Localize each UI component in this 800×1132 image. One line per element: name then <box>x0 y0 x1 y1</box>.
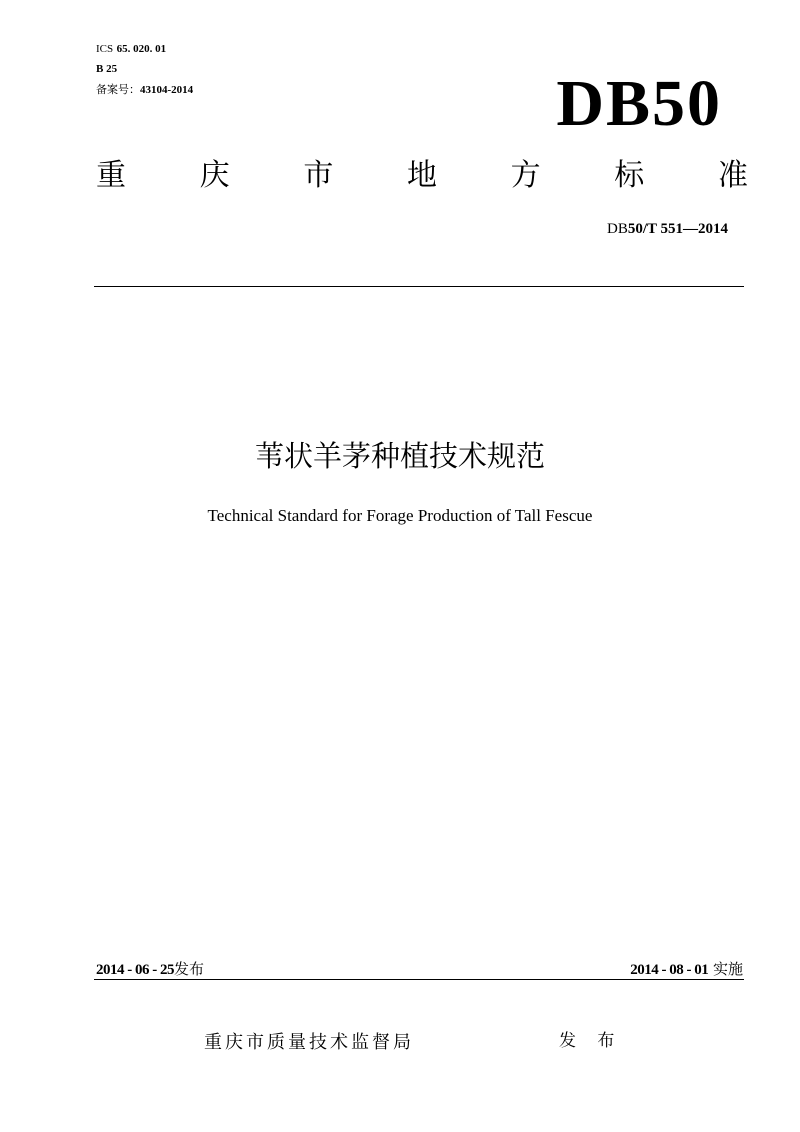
implementation-date: 2014 - 08 - 01 <box>630 962 709 978</box>
standard-type-char: 重 <box>96 158 126 193</box>
publish-label: 发 布 <box>559 1031 623 1051</box>
standard-type-char: 方 <box>510 158 541 193</box>
issue-date: 2014 - 06 - 25 <box>96 962 174 978</box>
implementation-label: 实施 <box>712 960 743 978</box>
standard-type-heading <box>96 156 748 196</box>
implementation-date-line <box>630 958 743 981</box>
ccs-line <box>96 62 117 76</box>
bottom-divider <box>94 979 744 980</box>
record-line <box>96 83 193 97</box>
ics-line <box>96 42 166 56</box>
standard-number <box>607 219 728 239</box>
ics-label: ICS <box>96 43 114 55</box>
ics-value: 65. 020. 01 <box>116 43 167 55</box>
document-title-cn: 苇状羊茅种植技术规范 <box>254 439 545 473</box>
standard-type-char: 市 <box>303 158 334 193</box>
document-title-en: Technical Standard for Forage Production of Tall Fescue <box>207 506 593 525</box>
issue-date-line <box>96 958 204 981</box>
ccs-code: B 25 <box>96 63 118 75</box>
top-divider <box>94 286 744 287</box>
record-value: 43104-2014 <box>140 84 194 96</box>
standard-type-char: 准 <box>717 158 748 193</box>
standard-type-char: 庆 <box>199 158 230 193</box>
standard-type-char: 标 <box>614 158 645 193</box>
standard-number-prefix: DB <box>607 221 628 237</box>
standard-type-char: 地 <box>406 158 437 193</box>
standard-number-rest: 50/T 551—2014 <box>627 221 728 237</box>
publisher-name: 重庆市质量技术监督局 <box>204 1032 414 1053</box>
db50-logo: DB50 <box>556 67 722 140</box>
issue-label: 发布 <box>174 960 205 978</box>
record-label: 备案号： <box>96 83 140 96</box>
